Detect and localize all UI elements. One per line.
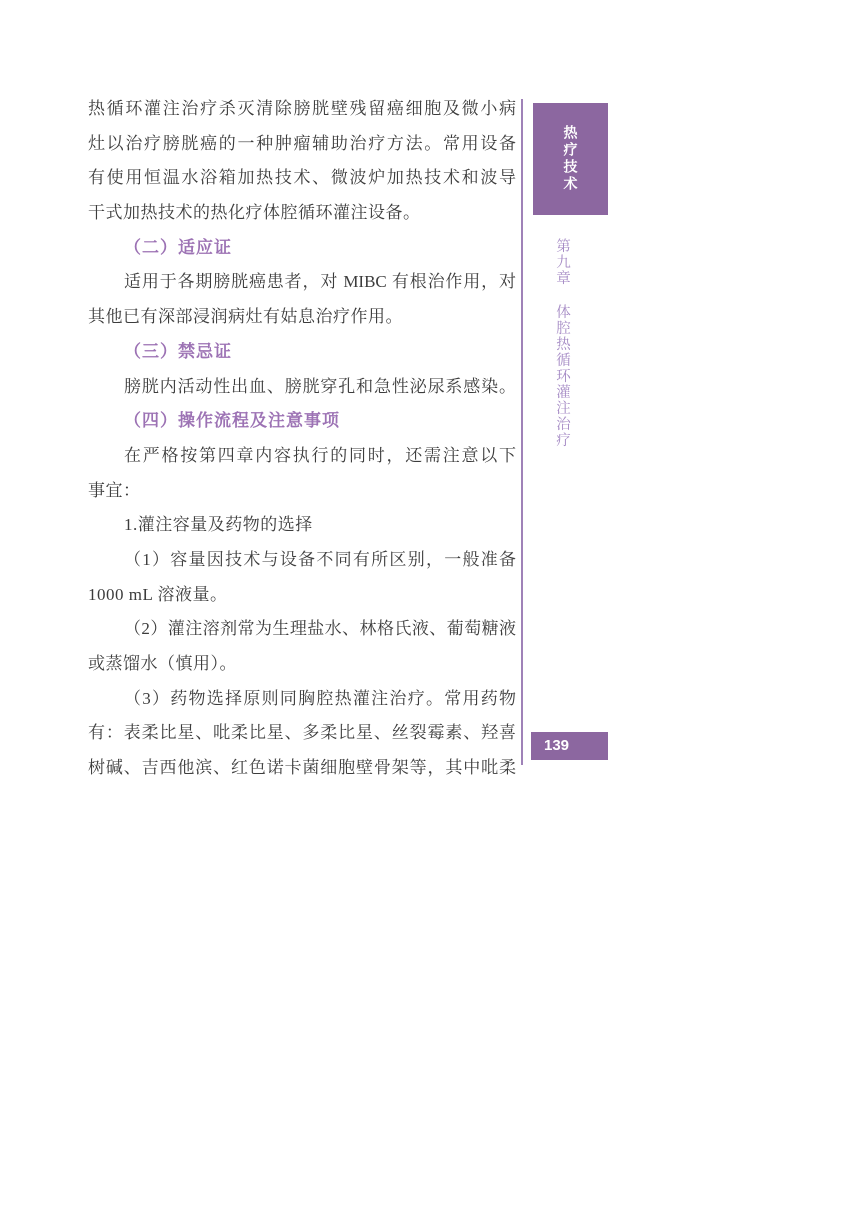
section-heading: （二）适应证 (124, 237, 232, 257)
text-line: 干式加热技术的热化疗体腔循环灌注设备。 (88, 203, 421, 223)
text-line: （1）容量因技术与设备不同有所区别，一般准备 (124, 549, 516, 569)
sidebar-divider-rule (521, 99, 523, 765)
text-line: 或蒸馏水（慎用）。 (88, 654, 237, 673)
chapter-label (552, 238, 573, 668)
text-line: 热循环灌注治疗杀灭清除膀胱壁残留癌细胞及微小病 (88, 99, 516, 118)
section-heading: （三）禁忌证 (124, 341, 232, 361)
section-tab (533, 103, 608, 215)
main-text-column (88, 92, 516, 786)
section-tab-label: 热疗技术 (562, 125, 579, 193)
text-line: 树碱、吉西他滨、红色诺卡菌细胞壁骨架等，其中吡柔 (88, 758, 516, 778)
text-line: 事宜： (88, 480, 141, 500)
text-line: 有使用恒温水浴箱加热技术、微波炉加热技术和波导 (88, 168, 516, 188)
chapter-number: 第九章 (554, 238, 570, 286)
text-line: 1.灌注容量及药物的选择 (124, 515, 313, 535)
text-line: 其他已有深部浸润病灶有姑息治疗作用。 (88, 307, 403, 327)
text-line: 膀胱内活动性出血、膀胱穿孔和急性泌尿系感染。 (124, 376, 516, 396)
text-line: 灶以治疗膀胱癌的一种肿瘤辅助治疗方法。常用设备 (88, 133, 516, 153)
chapter-title: 体腔热循环灌注治疗 (554, 304, 570, 448)
text-line: 有：表柔比星、吡柔比星、多柔比星、丝裂霉素、羟喜 (88, 723, 516, 743)
text-line: （2）灌注溶剂常为生理盐水、林格氏液、葡萄糖液 (124, 619, 516, 639)
section-heading: （四）操作流程及注意事项 (124, 411, 340, 431)
page-number-badge (531, 732, 608, 760)
text-line: 1000 mL 溶液量。 (88, 584, 228, 604)
text-line: 在严格按第四章内容执行的同时，还需注意以下 (124, 445, 516, 465)
text-line: 适用于各期膀胱癌患者，对 MIBC 有根治作用，对 (124, 272, 516, 292)
page-number: 139 (544, 737, 570, 754)
text-line: （3）药物选择原则同胸腔热灌注治疗。常用药物 (124, 688, 516, 708)
